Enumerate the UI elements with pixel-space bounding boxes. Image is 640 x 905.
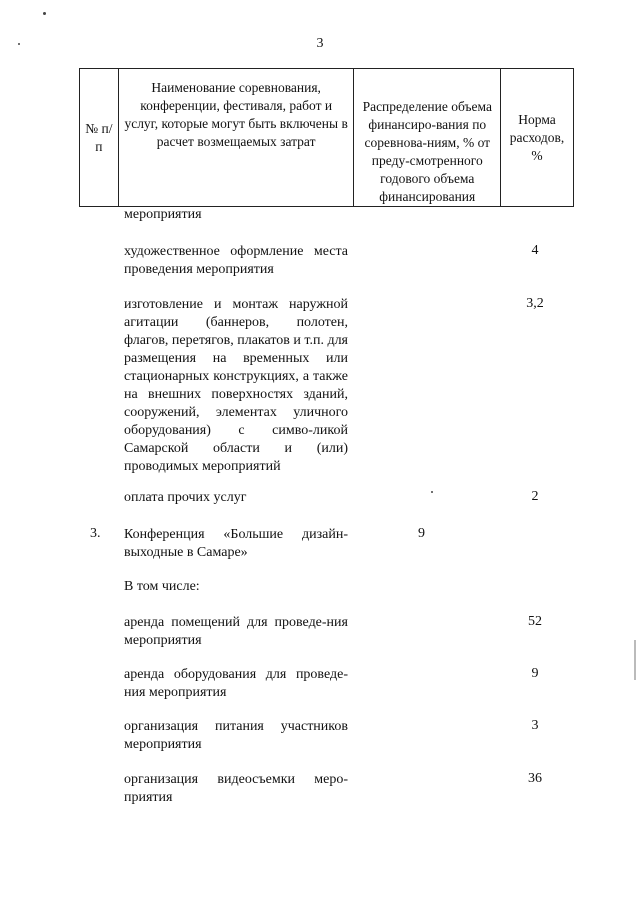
table-row-name: оплата прочих услуг — [124, 490, 247, 505]
table-row-norm: 3,2 — [526, 296, 544, 311]
header-norm: Норма расходов, % — [501, 69, 574, 207]
table-row-share: 9 — [418, 526, 425, 541]
table-header — [79, 68, 574, 207]
scan-edge-mark — [634, 640, 636, 680]
table-row-name: аренда оборудования для проведе-ния мероприятия — [124, 667, 348, 700]
table-row-num: 3. — [90, 526, 101, 541]
table-row-name: аренда помещений для проведе-ния мероприятия — [124, 615, 348, 648]
table-row-name: художественное оформление места проведения мероприятия — [124, 244, 348, 277]
header-name: Наименование соревнования, конференции, фестиваля, работ и услуг, которые могут быть включены в расчет возмещаемых затрат — [118, 69, 354, 207]
table-row-name: мероприятия — [124, 207, 202, 222]
table-row-norm: 36 — [528, 771, 542, 786]
table-row-name: В том числе: — [124, 579, 200, 594]
table-row-name: организация питания участников мероприятия — [124, 719, 348, 752]
scan-speck — [18, 43, 20, 45]
scan-speck — [43, 12, 46, 15]
header-num: № п/п — [80, 69, 119, 207]
header-share: Распределение объема финансиро-вания по соревнова-ниям, % от преду-смотренного годового объема финансирования — [354, 69, 501, 207]
table-row-norm: 9 — [531, 666, 539, 681]
scan-speck — [431, 491, 433, 493]
table-row-name: изготовление и монтаж наружной агитации (баннеров, полотен, флагов, перетягов, плакатов и т.п. для размещения на временных или стационарных конструкциях, а также на внешних поверхностях зданий, сооружений, элементах уличного оборудования) с симво-ликой Самарской области и (или) проводимых мероприятий — [124, 297, 348, 474]
table-row-norm: 52 — [528, 614, 542, 629]
table-row-norm: 2 — [531, 489, 539, 504]
table-row-name: Конференция «Большие дизайн-выходные в Самаре» — [124, 527, 348, 560]
table-row-name: организация видеосъемки меро-приятия — [124, 772, 348, 805]
table-row-norm: 3 — [531, 718, 539, 733]
page-number: 3 — [316, 36, 324, 51]
table-row-norm: 4 — [531, 243, 539, 258]
